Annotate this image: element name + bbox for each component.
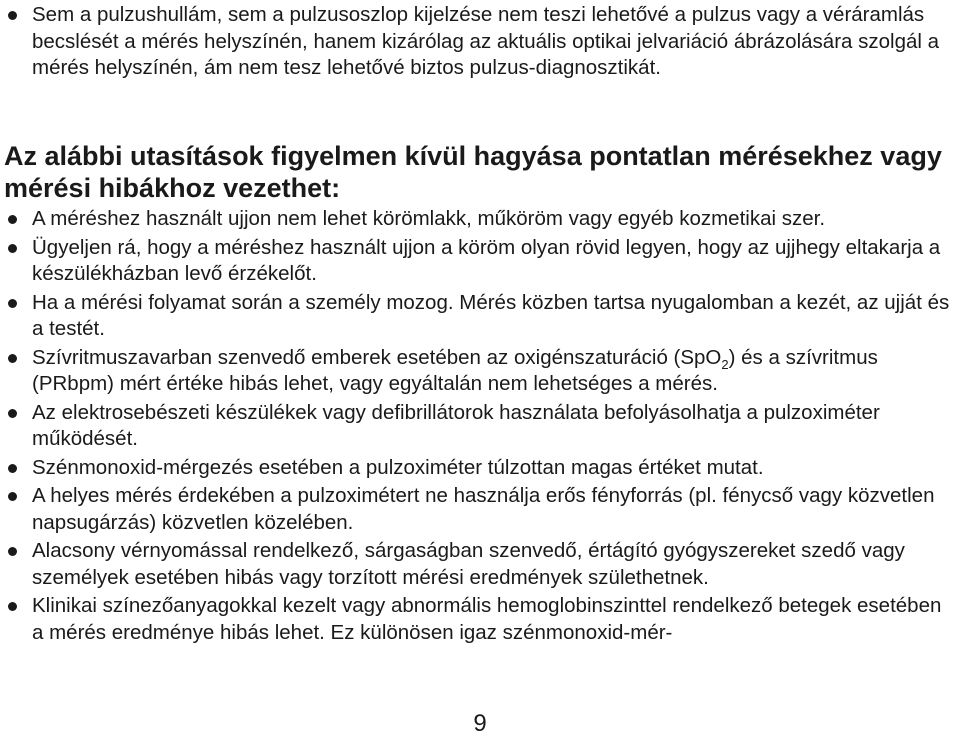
- list-item-text: A méréshez használt ujjon nem lehet körömlakk, műköröm vagy egyéb kozmetikai szer.: [32, 207, 826, 230]
- list-item-text: Klinikai színezőanyagokkal kezelt vagy abnormális hemoglobinszinttel rendelkező betegek esetében a mérés eredménye hibás lehet. Ez különösen igaz szénmonoxid-mér-: [32, 594, 942, 644]
- list-item: [2, 400, 954, 453]
- text-before-subscript: Szívritmuszavarban szenvedő emberek esetében az oxigénszaturáció (SpO: [32, 345, 722, 369]
- list-item: [2, 593, 954, 646]
- list-item-text: [32, 346, 878, 396]
- list-item: [2, 455, 954, 482]
- list-item: [2, 345, 954, 398]
- list-item-text: Sem a pulzushullám, sem a pulzusoszlop kijelzése nem teszi lehetővé a pulzus vagy a véráramlás becslését a mérés helyszínén, hanem kizárólag az aktuális optikai jelvariáció ábrázolására szolgál a mérés helyszínén, ám nem tesz lehetővé biztos pulzus-diagnosztikát.: [32, 3, 940, 79]
- bullet-dot-icon: [8, 244, 17, 253]
- list-item-text: Ügyeljen rá, hogy a méréshez használt ujjon a köröm olyan rövid legyen, hogy az ujjhegy eltakarja a készülékházban levő érzékelőt.: [32, 235, 941, 285]
- bullet-dot-icon: [8, 354, 17, 363]
- list-item-text: Ha a mérési folyamat során a személy mozog. Mérés közben tartsa nyugalomban a kezét, az ujját és a testét.: [32, 290, 950, 340]
- bullet-dot-icon: [8, 492, 17, 501]
- list-item-text: Az elektrosebészeti készülékek vagy defibrillátorok használata befolyásolhatja a pulzoximéter működését.: [32, 400, 880, 450]
- bullet-dot-icon: [8, 464, 17, 473]
- bullet-dot-icon: [8, 299, 17, 308]
- list-item: [2, 206, 954, 233]
- bullet-dot-icon: [8, 602, 17, 611]
- list-item-text: Alacsony vérnyomással rendelkező, sárgaságban szenvedő, értágító gyógyszereket szedő vagy személyek esetében hibás vagy torzított mérési eredmények születhetnek.: [32, 539, 905, 589]
- list-item: [2, 538, 954, 591]
- list-item: [2, 290, 954, 343]
- bullet-dot-icon: [8, 11, 17, 20]
- section-heading: Az alábbi utasítások figyelmen kívül hagyása pontatlan mérésekhez vagy mérési hibákhoz vezethet:: [4, 141, 942, 203]
- intro-bullet-list: [2, 2, 948, 84]
- bullet-dot-icon: [8, 547, 17, 556]
- warning-bullet-list: [2, 206, 954, 648]
- list-item: [2, 235, 954, 288]
- list-item-text: A helyes mérés érdekében a pulzoximétert ne használja erős fényforrás (pl. fénycső vagy közvetlen napsugárzás) közvetlen közelében.: [32, 484, 935, 534]
- subscript-two: 2: [721, 356, 729, 372]
- list-item-text: Szénmonoxid-mérgezés esetében a pulzoximéter túlzottan magas értéket mutat.: [32, 455, 764, 479]
- bullet-dot-icon: [8, 409, 17, 418]
- list-item: [2, 483, 954, 536]
- list-item: [2, 2, 948, 82]
- text-after-subscript: ) és a szívritmus (PRbpm) mért értéke hibás lehet, vagy egyáltalán nem lehetséges a mérés.: [32, 345, 878, 395]
- bullet-dot-icon: [8, 215, 17, 224]
- page-number: 9: [473, 710, 487, 737]
